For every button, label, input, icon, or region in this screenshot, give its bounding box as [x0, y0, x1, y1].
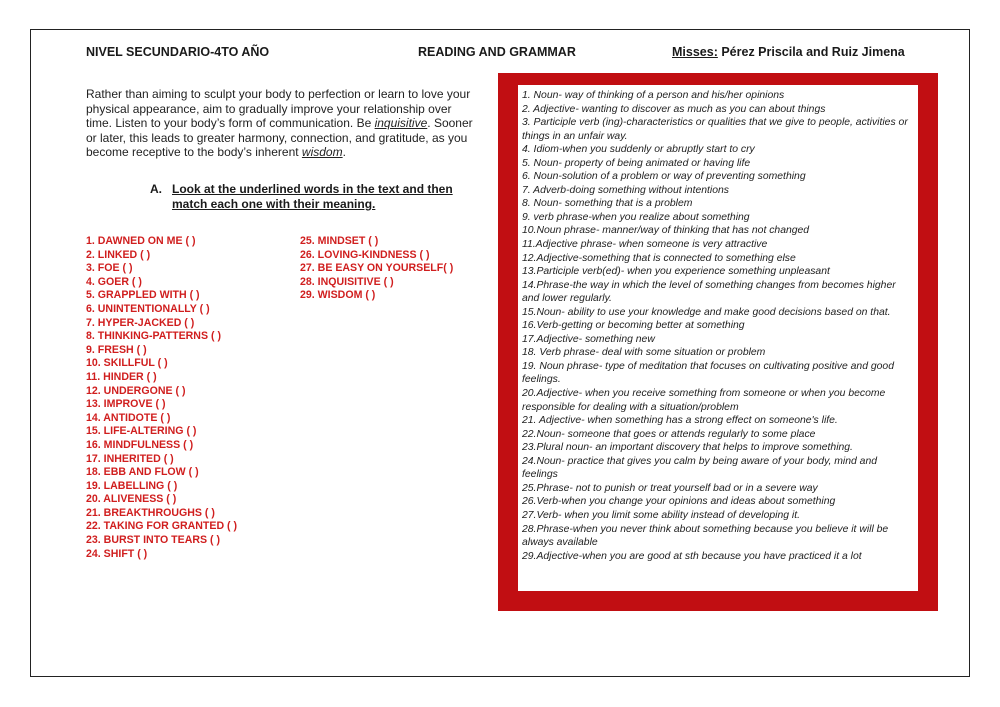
- word-item: 15. LIFE-ALTERING ( ): [86, 425, 197, 438]
- definition-item: 19. Noun phrase- type of meditation that focuses on cultivating positive and good feelings.: [522, 360, 894, 386]
- word-item: 3. FOE ( ): [86, 262, 133, 275]
- definition-item: 7. Adverb-doing something without intentions: [522, 184, 729, 196]
- word-item: 7. HYPER-JACKED ( ): [86, 316, 195, 329]
- definition-item: 23.Plural noun- an important discovery that helps to improve something.: [522, 442, 853, 454]
- word-item: 27. BE EASY ON YOURSELF( ): [300, 262, 454, 275]
- definition-item: 26.Verb-when you change your opinions and ideas about something: [522, 496, 836, 508]
- word-item: 26. LOVING-KINDNESS ( ): [300, 248, 430, 261]
- definition-item: 27.Verb- when you limit some ability instead of developing it.: [522, 509, 800, 521]
- definition-item: 14.Phrase-the way in which the level of something changes from becomes higher and lower regularly.: [522, 279, 896, 305]
- passage-text-start: Rather than aiming to sculpt your body to perfection or learn to love your physical appearance, aim to gradually improve your relationship over time. Listen to your body’s form of communication. Be: [86, 87, 471, 130]
- definition-item: 12.Adjective-something that is connected to something else: [522, 252, 796, 264]
- definition-item: 8. Noun- something that is a problem: [522, 198, 693, 210]
- definition-item: 22.Noun- someone that goes or attends regularly to some place: [522, 428, 816, 440]
- word-item: 2. LINKED ( ): [86, 248, 151, 261]
- definitions-frame: [498, 73, 938, 611]
- definition-item: 25.Phrase- not to punish or treat yourself bad or in a severe way: [522, 482, 818, 494]
- passage-text-middle: . Sooner or later, this leads to greater harmony, connection, and gratitude, as you become receptive to the body’s inherent: [86, 116, 473, 159]
- word-item: 21. BREAKTHROUGHS ( ): [86, 506, 215, 519]
- word-item: 12. UNDERGONE ( ): [86, 384, 186, 397]
- definition-item: 17.Adjective- something new: [522, 333, 655, 345]
- definition-item: 29.Adjective-when you are good at sth because you have practiced it a lot: [522, 550, 862, 562]
- definition-item: 16.Verb-getting or becoming better at something: [522, 320, 745, 332]
- definitions-list: [518, 85, 914, 563]
- instruction-text: Look at the underlined words in the text and then match each one with their meaning.: [172, 182, 453, 211]
- underlined-word-inquisitive: inquisitive: [374, 116, 428, 130]
- instruction-letter: A.: [150, 182, 162, 196]
- word-item: 1. DAWNED ON ME ( ): [86, 235, 196, 247]
- word-item: 22. TAKING FOR GRANTED ( ): [86, 520, 238, 533]
- word-item: 28. INQUISITIVE ( ): [300, 275, 394, 288]
- word-item: 5. GRAPPLED WITH ( ): [86, 289, 200, 302]
- definition-item: 18. Verb phrase- deal with some situation or problem: [522, 347, 766, 359]
- definition-item: 21. Adjective- when something has a strong effect on someone's life.: [522, 415, 838, 427]
- word-item: 23. BURST INTO TEARS ( ): [86, 534, 221, 547]
- definition-item: 1. Noun- way of thinking of a person and his/her opinions: [522, 90, 785, 101]
- level-heading: NIVEL SECUNDARIO-4TO AÑO: [86, 45, 270, 59]
- definition-item: 4. Idiom-when you suddenly or abruptly start to cry: [522, 144, 755, 156]
- definition-item: 24.Noun- practice that gives you calm by being aware of your body, mind and feelings: [522, 455, 878, 481]
- word-list-column-2: [300, 235, 453, 303]
- word-item: 29. WISDOM ( ): [300, 289, 376, 302]
- definition-item: 28.Phrase-when you never think about something because you believe it will be always available: [522, 523, 889, 549]
- definition-item: 11.Adjective phrase- when someone is very attractive: [522, 239, 768, 251]
- reading-passage: [86, 87, 476, 160]
- definition-item: 9. verb phrase-when you realize about something: [522, 211, 750, 223]
- word-item: 4. GOER ( ): [86, 275, 142, 288]
- definitions-panel: [518, 85, 918, 591]
- definition-item: 3. Participle verb (ing)-characteristics or qualities that we give to people, activities or things in an unfair way.: [522, 117, 908, 142]
- word-item: 20. ALIVENESS ( ): [86, 493, 177, 506]
- word-item: 6. UNINTENTIONALLY ( ): [86, 302, 210, 315]
- definition-item: 15.Noun- ability to use your knowledge and make good decisions based on that.: [522, 306, 891, 318]
- word-item: 10. SKILLFUL ( ): [86, 357, 168, 370]
- word-item: 24. SHIFT ( ): [86, 547, 148, 560]
- definition-item: 10.Noun phrase- manner/way of thinking that has not changed: [522, 225, 810, 237]
- word-item: 8. THINKING-PATTERNS ( ): [86, 330, 221, 343]
- word-list-column-1: [86, 235, 237, 561]
- teachers-heading: [672, 45, 905, 59]
- word-item: 18. EBB AND FLOW ( ): [86, 466, 199, 479]
- passage-text-end: .: [342, 145, 346, 159]
- definition-item: 20.Adjective- when you receive something from someone or when you become responsible for dealing with a situation/problem: [522, 388, 886, 413]
- word-item: 9. FRESH ( ): [86, 343, 147, 356]
- word-item: 13. IMPROVE ( ): [86, 398, 166, 411]
- definition-item: 5. Noun- property of being animated or having life: [522, 157, 751, 169]
- definition-item: 6. Noun-solution of a problem or way of preventing something: [522, 171, 806, 183]
- word-item: 19. LABELLING ( ): [86, 479, 178, 492]
- word-item: 25. MINDSET ( ): [300, 235, 379, 247]
- definition-item: 13.Participle verb(ed)- when you experience something unpleasant: [522, 266, 830, 278]
- worksheet-title: READING AND GRAMMAR: [418, 45, 576, 59]
- underlined-word-wisdom: wisdom: [301, 145, 343, 159]
- teachers-label: Misses:: [672, 45, 718, 59]
- teachers-names: Pérez Priscila and Ruiz Jimena: [717, 45, 905, 59]
- word-item: 14. ANTIDOTE ( ): [86, 411, 171, 424]
- definition-item: 2. Adjective- wanting to discover as much as you can about things: [522, 103, 826, 115]
- word-item: 17. INHERITED ( ): [86, 452, 174, 465]
- word-item: 16. MINDFULNESS ( ): [86, 438, 194, 451]
- word-item: 11. HINDER ( ): [86, 370, 157, 383]
